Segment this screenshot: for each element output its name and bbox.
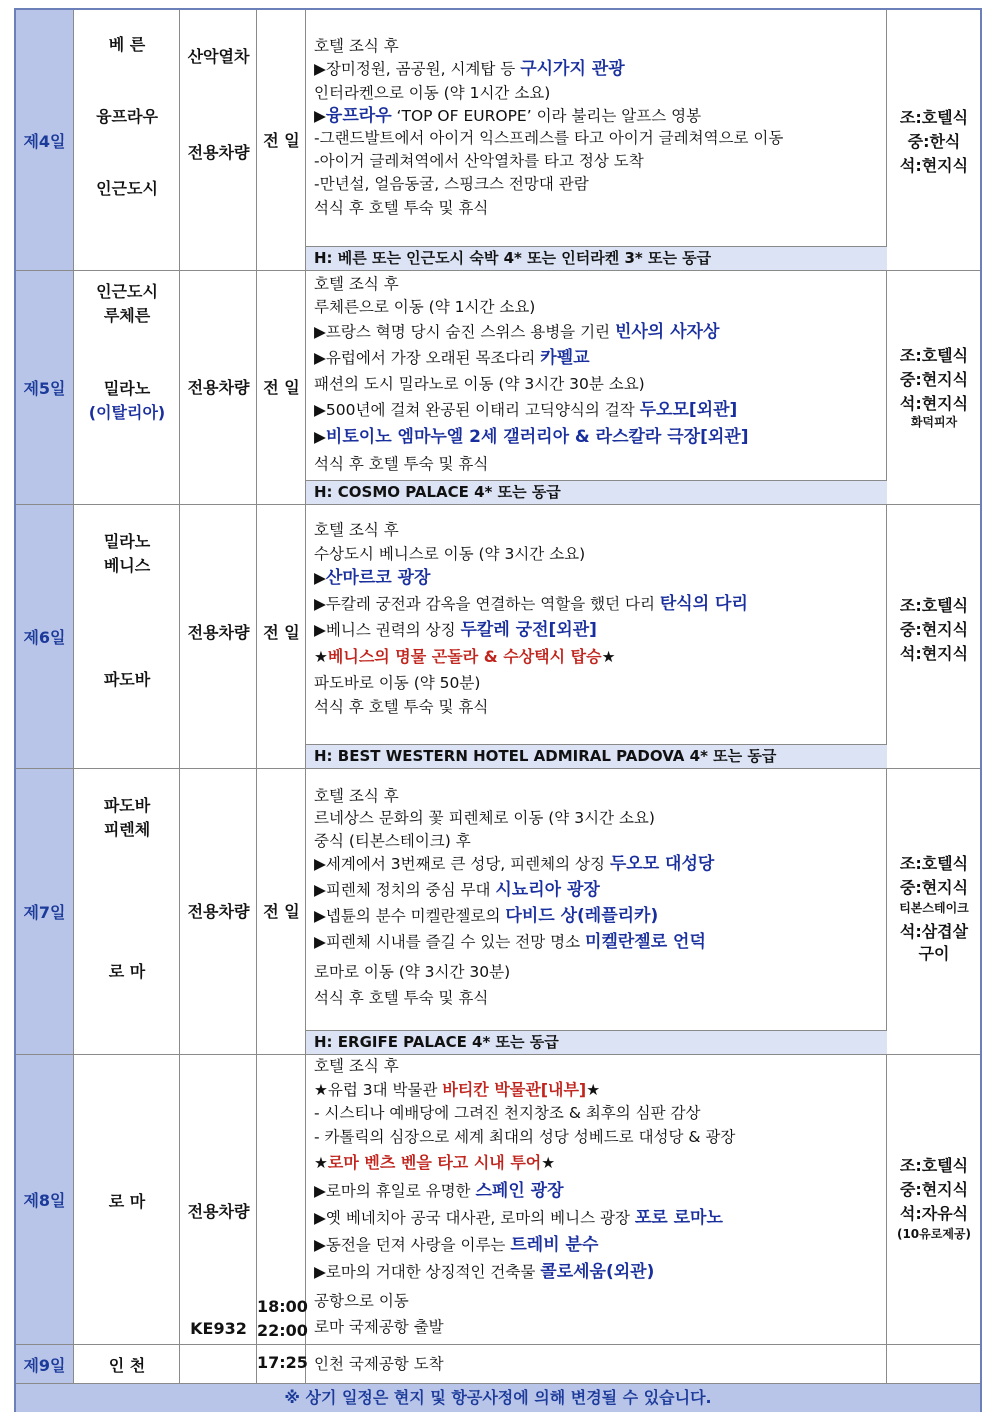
schedule-line (314, 905, 658, 927)
time-label: 전 일 (263, 378, 300, 397)
schedule-line (314, 150, 644, 172)
time-label: 전 일 (263, 902, 300, 921)
highlight-attraction: 콜로세움(외관) (540, 1262, 655, 1282)
schedule-text: ▶피렌체 시내를 즐길 수 있는 전망 명소 (314, 933, 586, 951)
meals-cell (887, 10, 980, 271)
schedule-line (314, 1261, 654, 1283)
schedule-cell (306, 769, 887, 1055)
footer-notice: ※ 상기 일정은 현지 및 항공사정에 의해 변경될 수 있습니다. (16, 1384, 980, 1412)
location-name: 베 른 (108, 35, 146, 54)
schedule-line (314, 807, 655, 829)
location-name: 인 천 (108, 1356, 146, 1375)
schedule-text: ★ (601, 648, 616, 666)
meal-label: 조:호텔식 (899, 854, 969, 873)
schedule-text: 르네상스 문화의 꽃 피렌체로 이동 (약 3시간 소요) (314, 809, 655, 827)
transport-cell (180, 1345, 257, 1384)
meal-label: 중:현지식 (899, 1180, 969, 1199)
schedule-text: - 카톨릭의 심장으로 세계 최대의 성당 성베드로 대성당 & 광장 (314, 1128, 736, 1146)
location-name: (이탈리아) (88, 403, 166, 422)
locations-cell (74, 271, 180, 505)
schedule-line (314, 1316, 444, 1338)
schedule-text: ▶ (314, 569, 326, 587)
schedule-cell (306, 505, 887, 769)
schedule-text: 호텔 조식 후 (314, 521, 399, 539)
schedule-line (314, 1207, 723, 1229)
schedule-line (314, 619, 597, 641)
day-label: 제4일 (16, 10, 74, 271)
schedule-line (314, 347, 590, 369)
location-name: 파도바 (103, 796, 151, 815)
highlight-attraction: 비토이노 엠마누엘 2세 갤러리아 & 라스칼라 극장[외관] (325, 427, 749, 447)
transport-cell (180, 769, 257, 1055)
meals-cell (887, 271, 980, 505)
schedule-text: ★ (586, 1081, 601, 1099)
schedule-line (314, 543, 585, 565)
meal-label: 조:호텔식 (899, 1156, 969, 1175)
schedule-text: ★ (314, 1081, 328, 1099)
schedule-text: -아이거 글레쳐역에서 산악열차를 타고 정상 도착 (314, 152, 644, 170)
schedule-line (314, 1180, 564, 1202)
location-name: 루체른 (103, 306, 151, 325)
transport-label: 전용차량 (187, 143, 250, 162)
schedule-text: 루체른으로 이동 (약 1시간 소요) (314, 298, 536, 316)
schedule-cell (306, 1055, 887, 1345)
meals-cell (887, 505, 980, 769)
highlight-attraction: 미켈란젤로 언덕 (585, 932, 706, 952)
schedule-line (314, 696, 488, 718)
locations-cell (74, 10, 180, 271)
schedule-text: ▶로마의 거대한 상징적인 건축물 (314, 1263, 541, 1281)
location-name: 파도바 (103, 670, 151, 689)
schedule-line (314, 82, 550, 104)
highlight-attraction: 스페인 광장 (475, 1181, 564, 1201)
schedule-text: 인천 국제공항 도착 (314, 1355, 444, 1373)
transport-label: 산악열차 (187, 47, 250, 66)
schedule-line (314, 879, 600, 901)
schedule-text: 로마로 이동 (약 3시간 30분) (314, 963, 511, 981)
meal-label: 석:현지식 (899, 156, 969, 175)
schedule-line (314, 567, 430, 589)
schedule-line (314, 173, 589, 195)
schedule-text: ▶세계에서 3번째로 큰 성당, 피렌체의 상징 (314, 855, 610, 873)
time-cell (257, 769, 306, 1055)
locations-cell (74, 1345, 180, 1384)
time-cell (257, 271, 306, 505)
itinerary-table (14, 8, 982, 1412)
transport-cell (180, 1055, 257, 1345)
highlight-attraction: 다비드 상(레플리카) (505, 906, 659, 926)
transport-cell (180, 10, 257, 271)
day-label: 제9일 (16, 1345, 74, 1384)
schedule-line (314, 646, 615, 668)
hotel-info: H: COSMO PALACE 4* 또는 동급 (306, 480, 887, 504)
schedule-text: 석식 후 호텔 투숙 및 휴식 (314, 455, 489, 473)
schedule-line (314, 1079, 600, 1101)
day-label: 제7일 (16, 769, 74, 1055)
schedule-line (314, 58, 625, 80)
schedule-cell (306, 10, 887, 271)
time-label: 전 일 (263, 131, 300, 150)
schedule-line (314, 373, 645, 395)
schedule-text: ▶피렌체 정치의 중심 무대 (314, 881, 496, 899)
day-label: 제5일 (16, 271, 74, 505)
schedule-line (314, 785, 399, 807)
schedule-text: 로마 국제공항 출발 (314, 1318, 444, 1336)
highlight-attraction: 카펠교 (540, 348, 590, 368)
meal-label: 티본스테이크 (899, 901, 969, 915)
schedule-text: 파도바로 이동 (약 50분) (314, 674, 481, 692)
schedule-line (314, 593, 748, 615)
schedule-line (314, 987, 488, 1009)
schedule-line (314, 1290, 409, 1312)
schedule-text: ▶ (314, 107, 326, 125)
location-name: 융프라우 (96, 107, 158, 126)
schedule-text: -만년설, 얼음동굴, 스핑크스 전망대 관람 (314, 175, 589, 193)
schedule-text: 호텔 조식 후 (314, 1057, 399, 1075)
highlight-attraction: 산마르코 광장 (325, 568, 431, 588)
meal-label: 조:호텔식 (899, 108, 969, 127)
highlight-attraction: 시뇨리아 광장 (495, 880, 600, 900)
schedule-line (314, 197, 488, 219)
schedule-text: ★ (314, 1154, 328, 1172)
schedule-text: 석식 후 호텔 투숙 및 휴식 (314, 989, 489, 1007)
schedule-line (314, 672, 480, 694)
schedule-line (314, 1055, 399, 1077)
highlight-attraction: 포로 로마노 (634, 1208, 723, 1228)
time-label: 17:25 (257, 1353, 308, 1372)
schedule-text: ▶옛 베네치아 공국 대사관, 로마의 베니스 광장 (314, 1209, 635, 1227)
time-cell (257, 10, 306, 271)
time-label: 전 일 (263, 623, 300, 642)
time-label: 18:00 (257, 1297, 308, 1316)
hotel-info: H: BEST WESTERN HOTEL ADMIRAL PADOVA 4* 또는 동급 (306, 744, 887, 768)
schedule-text: 공항으로 이동 (314, 1292, 409, 1310)
transport-cell (180, 271, 257, 505)
schedule-text: ▶프랑스 혁명 당시 숨진 스위스 용병을 기린 (314, 323, 615, 341)
time-cell (257, 505, 306, 769)
schedule-line (314, 105, 701, 127)
schedule-text: ★ (314, 648, 328, 666)
schedule-text: ▶베니스 권력의 상징 (314, 621, 461, 639)
schedule-text: ▶동전을 던져 사랑을 이루는 (314, 1236, 511, 1254)
schedule-text: ▶유럽에서 가장 오래된 목조다리 (314, 349, 541, 367)
highlight-attraction: 융프라우 (325, 106, 392, 126)
locations-cell (74, 1055, 180, 1345)
schedule-text: 중식 (티본스테이크) 후 (314, 832, 471, 850)
locations-cell (74, 769, 180, 1055)
meal-label: 구이 (918, 944, 950, 963)
transport-label: KE932 (190, 1319, 247, 1338)
meal-label: 석:현지식 (899, 644, 969, 663)
time-cell (257, 1345, 306, 1384)
meal-label: 조:호텔식 (899, 346, 969, 365)
highlight-attraction: 두오모[외관] (639, 400, 738, 420)
schedule-text: 호텔 조식 후 (314, 37, 399, 55)
meal-label: 중:현지식 (899, 370, 969, 389)
schedule-line (314, 273, 399, 295)
day-label: 제6일 (16, 505, 74, 769)
schedule-cell (306, 271, 887, 505)
location-name: 밀라노 (103, 379, 151, 398)
location-name: 인근도시 (96, 179, 158, 198)
locations-cell (74, 505, 180, 769)
highlight-attraction: 두오모 대성당 (609, 854, 715, 874)
meal-label: (10유로제공) (896, 1227, 972, 1241)
schedule-text: ▶로마의 휴일로 유명한 (314, 1182, 476, 1200)
highlight-attraction: 빈사의 사자상 (614, 322, 720, 342)
transport-label: 전용차량 (187, 623, 250, 642)
meal-label: 화덕피자 (910, 415, 958, 429)
day-label: 제8일 (16, 1055, 74, 1345)
schedule-line (314, 127, 783, 149)
schedule-text: 석식 후 호텔 투숙 및 휴식 (314, 199, 489, 217)
hotel-info: H: 베른 또는 인근도시 숙박 4* 또는 인터라켄 3* 또는 동급 (306, 246, 887, 270)
schedule-text: 호텔 조식 후 (314, 275, 399, 293)
schedule-text: 유럽 3대 박물관 (327, 1081, 443, 1099)
special-activity: 바티칸 박물관[내부] (442, 1080, 587, 1099)
meal-label: 석:자유식 (899, 1204, 969, 1223)
schedule-line (314, 453, 488, 475)
transport-cell (180, 505, 257, 769)
schedule-line (314, 853, 714, 875)
meals-cell (887, 769, 980, 1055)
schedule-text: - 시스티나 예배당에 그려진 천지창조 & 최후의 심판 감상 (314, 1104, 701, 1122)
schedule-line (314, 1126, 735, 1148)
schedule-text: 수상도시 베니스로 이동 (약 3시간 소요) (314, 545, 586, 563)
location-name: 베니스 (103, 556, 151, 575)
highlight-attraction: 두칼레 궁전[외관] (460, 620, 597, 640)
hotel-info: H: ERGIFE PALACE 4* 또는 동급 (306, 1030, 887, 1054)
meals-cell (887, 1345, 980, 1384)
schedule-line (314, 830, 471, 852)
schedule-text: ▶ (314, 428, 326, 446)
schedule-line (314, 519, 399, 541)
schedule-text: 석식 후 호텔 투숙 및 휴식 (314, 698, 489, 716)
schedule-line (314, 961, 510, 983)
meal-label: 중:한식 (907, 132, 961, 151)
location-name: 로 마 (108, 962, 146, 981)
highlight-attraction: 트레비 분수 (510, 1235, 599, 1255)
schedule-text: 호텔 조식 후 (314, 787, 399, 805)
schedule-line (314, 426, 749, 448)
schedule-text: ★ (541, 1154, 556, 1172)
meal-label: 중:현지식 (899, 878, 969, 897)
schedule-line (314, 1353, 444, 1375)
schedule-text: -그랜드발트에서 아이거 익스프레스를 타고 아이거 글레쳐역으로 이동 (314, 129, 784, 147)
meal-label: 조:호텔식 (899, 596, 969, 615)
schedule-cell (306, 1345, 887, 1384)
schedule-text: ▶넵튠의 분수 미켈란젤로의 (314, 907, 506, 925)
special-activity: 베니스의 명물 곤돌라 & 수상택시 탑승 (327, 647, 602, 666)
transport-label: 전용차량 (187, 902, 250, 921)
time-label: 22:00 (257, 1321, 308, 1340)
schedule-text: ▶장미정원, 곰공원, 시계탑 등 (314, 60, 521, 78)
time-cell (257, 1055, 306, 1345)
schedule-line (314, 35, 399, 57)
schedule-line (314, 296, 535, 318)
location-name: 인근도시 (96, 282, 158, 301)
highlight-attraction: 구시가지 관광 (520, 59, 625, 79)
meal-label: 중:현지식 (899, 620, 969, 639)
location-name: 밀라노 (103, 532, 151, 551)
special-activity: 로마 벤츠 벤을 타고 시내 투어 (327, 1153, 542, 1172)
schedule-line (314, 931, 706, 953)
schedule-text: ▶500년에 걸쳐 완공된 이태리 고딕양식의 걸작 (314, 401, 640, 419)
meal-label: 석:삼겹살 (899, 922, 969, 941)
transport-label: 전용차량 (187, 378, 250, 397)
meals-cell (887, 1055, 980, 1345)
schedule-text: 인터라켄으로 이동 (약 1시간 소요) (314, 84, 551, 102)
schedule-line (314, 399, 737, 421)
highlight-attraction: 탄식의 다리 (659, 594, 748, 614)
schedule-line (314, 1102, 701, 1124)
schedule-text: 패션의 도시 밀라노로 이동 (약 3시간 30분 소요) (314, 375, 645, 393)
location-name: 로 마 (108, 1192, 146, 1211)
schedule-text: ▶두칼레 궁전과 감옥을 연결하는 역할을 했던 다리 (314, 595, 660, 613)
schedule-line (314, 1234, 598, 1256)
meal-label: 석:현지식 (899, 394, 969, 413)
transport-label: 전용차량 (187, 1202, 250, 1221)
schedule-text: ‘TOP OF EUROPE’ 이라 불리는 알프스 영봉 (391, 107, 702, 125)
location-name: 피렌체 (103, 820, 151, 839)
schedule-line (314, 321, 719, 343)
schedule-line (314, 1152, 555, 1174)
